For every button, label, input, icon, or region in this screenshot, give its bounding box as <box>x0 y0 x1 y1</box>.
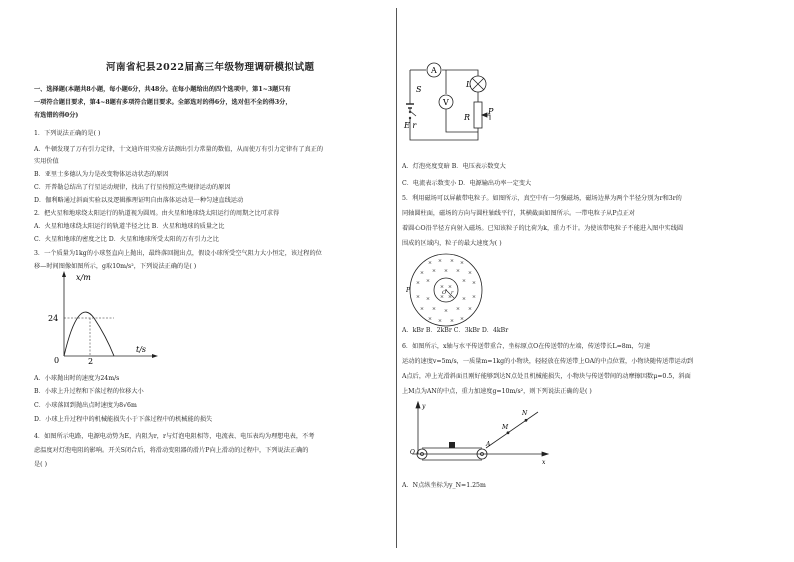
svg-text:×: × <box>425 296 431 302</box>
svg-text:×: × <box>419 270 425 276</box>
section-instruction-2: 一项符合题目要求，第4~8题有多项符合题目要求。全部选对的得6分，选对但不全的得3分， <box>34 99 292 106</box>
q3-option-d: D．小球上升过程中的机械能损失小于下落过程中的机械能的损失 <box>34 416 213 423</box>
q6-stem-1: 6．如图所示，x轴与水平传送带重合，坐标原点O在传送带的左端，传送带长L=8m，匀速 <box>402 343 651 350</box>
q6-axis-x-label: x <box>542 459 546 466</box>
svg-text:×: × <box>415 294 421 300</box>
q1-stem: 1．下列说法正确的是( ) <box>34 130 101 137</box>
q3-graph-origin: 0 <box>54 356 60 364</box>
svg-text:×: × <box>471 280 477 286</box>
q5-options: A．kBr B．2kBr C．3kBr D．4kBr <box>402 327 509 334</box>
q2-options-ab: A．火星和地球绕太阳运行的轨道半径之比 B．火星和地球的质量之比 <box>34 223 225 230</box>
q5-stem-4: 围成的区域内，粒子的最大速度为( ) <box>402 240 502 247</box>
paper-title: 河南省杞县2022届高三年级物理调研模拟试题 <box>106 62 315 73</box>
svg-text:×: × <box>447 284 453 290</box>
svg-text:×: × <box>419 306 425 312</box>
svg-text:×: × <box>449 318 455 324</box>
q3-option-b: B．小球上升过程和下落过程的位移大小 <box>34 388 144 395</box>
svg-text:×: × <box>447 294 453 300</box>
q6-axis-y-label: y <box>422 403 426 410</box>
column-divider <box>396 8 397 548</box>
q3-graph-xlabel: t/s <box>136 345 147 354</box>
q3-position-time-graph <box>42 268 162 364</box>
section-instruction-1: 一、选择题(本题共8小题，每小题6分，共48分。在每小题给出的四个选项中，第1~3题只有 <box>34 86 291 93</box>
svg-text:×: × <box>443 268 449 274</box>
circuit-ammeter-label: A <box>431 66 437 75</box>
circuit-lamp-label: L <box>466 80 472 89</box>
circuit-switch-label: S <box>416 85 422 94</box>
q6-origin-o-label: O <box>410 449 415 456</box>
q1-option-d: D．伽利略通过斜面实验以及逻辑推理证明自由落体运动是一种匀速直线运动 <box>34 197 244 204</box>
q1-option-a-cont: 实用价值 <box>34 158 59 165</box>
q5-center-o-label: O <box>442 290 447 296</box>
svg-text:×: × <box>437 258 443 264</box>
q6-conveyor-belt-diagram <box>402 400 552 466</box>
q5-radius-r-label: r <box>451 290 454 296</box>
q3-stem-2: 移—时间图像如图所示，g取10m/s²，下列说法正确的是( ) <box>34 263 197 270</box>
svg-text:×: × <box>427 260 433 266</box>
q6-point-n-label: N <box>522 410 528 417</box>
circuit-voltmeter-label: V <box>443 98 449 107</box>
q4-options-ab: A．灯泡亮度变暗 B．电压表示数变大 <box>402 163 506 170</box>
svg-text:×: × <box>467 306 473 312</box>
q5-point-p-label: P <box>406 287 411 294</box>
circuit-resistor-label: R <box>464 113 471 122</box>
circuit-slider-label: P <box>488 107 494 116</box>
q4-circuit-diagram <box>402 56 498 146</box>
q4-stem-1: 4．如图所示电路，电源电动势为E，内阻为r，r与灯泡电阻相等，电流表、电压表均为理想电表，不考 <box>34 433 315 440</box>
svg-text:×: × <box>459 316 465 322</box>
svg-text:×: × <box>467 270 473 276</box>
q2-stem: 2．把火星和地球绕太阳运行的轨道视为圆周。由火星和地球绕太阳运行的周期之比可求得 <box>34 210 280 217</box>
q6-block <box>449 442 455 448</box>
svg-text:×: × <box>459 260 465 266</box>
q6-stem-3: A点后，冲上光滑斜面且刚好能够到达N点处且机械能损失，小物块与传送带间的动摩擦因数μ=0.5，斜面 <box>402 373 691 380</box>
q5-stem-3: 着圆心O沿半径方向射入磁场。已知该粒子的比荷为k，重力不计。为使该带电粒子不能进入图中实线圆 <box>402 225 684 232</box>
q3-graph-xtick: 2 <box>88 357 94 364</box>
circuit-source-label: E r <box>404 121 417 130</box>
svg-text:×: × <box>443 308 449 314</box>
q1-option-a: A．牛顿发现了万有引力定律，十文迪许用实验方法测出引力常量的数值，从而使万有引力定律有了真正的 <box>34 146 324 153</box>
svg-text:×: × <box>415 280 421 286</box>
section-instruction-3: 有选错的得0分) <box>34 112 79 119</box>
q5-stem-1: 5．利用磁场可以屏蔽带电粒子。如图所示，真空中有一匀强磁场，磁场边界为两个半径分别为r和3r的 <box>402 195 682 202</box>
q6-stem-4: 上M点为AN的中点，重力加速度g=10m/s²，则下列说法正确的是( ) <box>402 388 592 395</box>
q4-stem-2: 虑温度对灯泡电阻的影响。开关S闭合后，将滑动变阻器的滑片P向上滑动的过程中，下列说法正确的 <box>34 447 309 454</box>
q1-option-b: B．亚里士多德认为力是改变物体运动状态的原因 <box>34 171 169 178</box>
q3-option-a: A．小球抛出时的速度为24m/s <box>34 375 120 382</box>
svg-text:×: × <box>471 294 477 300</box>
q1-option-c: C．开普勒总结出了行星运动规律，找出了行星按照这些规律运动的原因 <box>34 184 231 191</box>
svg-text:×: × <box>461 278 467 284</box>
q6-point-a-label: A <box>486 441 491 448</box>
svg-text:×: × <box>449 258 455 264</box>
svg-text:×: × <box>439 294 445 300</box>
svg-text:×: × <box>437 318 443 324</box>
q3-graph-ylabel: x/m <box>76 273 91 282</box>
q3-graph-ytick: 24 <box>48 314 59 323</box>
q2-options-cd: C．火星和地球的密度之比 D．火星和地球所受太阳的万有引力之比 <box>34 236 219 243</box>
svg-text:×: × <box>431 306 437 312</box>
svg-text:×: × <box>455 268 461 274</box>
svg-text:×: × <box>425 278 431 284</box>
q6-option-a: A．N点纵坐标为y_N=1.25m <box>402 482 486 489</box>
q4-options-cd: C．电流表示数变小 D．电源输出功率一定变大 <box>402 180 532 187</box>
q6-stem-2: 运动的速度v=5m/s，一质量m=1kg的小物块，轻轻放在传送带上OA的中点位置，小物块随传送带运动到 <box>402 358 694 365</box>
svg-text:×: × <box>461 296 467 302</box>
q4-stem-3: 是( ) <box>34 461 47 468</box>
q5-stem-2: 同轴圆柱面，磁场的方向与圆柱轴线平行，其横截面如图所示。一带电粒子从P点正对 <box>402 210 636 217</box>
svg-text:×: × <box>431 268 437 274</box>
q6-point-m-label: M <box>502 424 509 431</box>
svg-text:×: × <box>439 284 445 290</box>
svg-text:×: × <box>427 316 433 322</box>
q3-option-c: C．小球落回到抛出点时速度为8√6m <box>34 402 137 409</box>
q3-stem-1: 3．一个质量为1kg的小球竖直向上抛出，最终落回抛出点，假设小球所受空气阻力大小恒定，该过程的位 <box>34 250 322 257</box>
q5-magnetic-field-diagram <box>406 250 486 330</box>
svg-text:×: × <box>455 306 461 312</box>
